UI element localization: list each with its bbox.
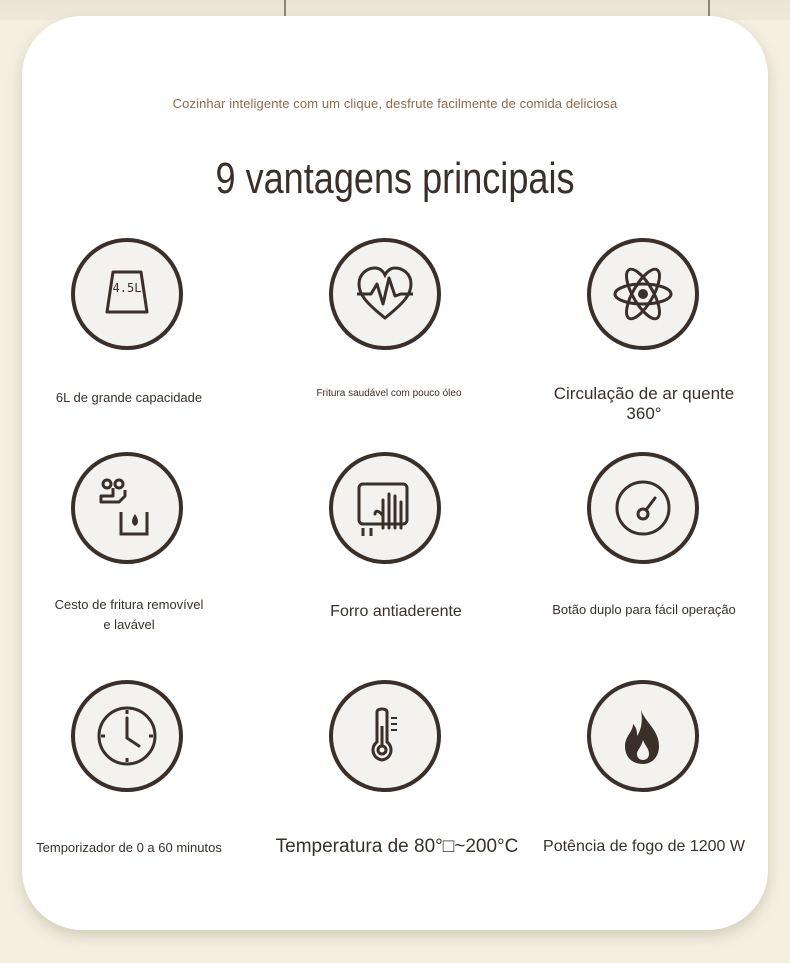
nonstick-hand-icon	[329, 452, 441, 564]
feature-label: Temporizador de 0 a 60 minutos	[36, 840, 222, 855]
feature-label: Circulação de ar quente 360°	[553, 384, 735, 423]
feature-label: Forro antiaderente	[330, 603, 462, 620]
feature-label-line: Cesto de fritura removível	[54, 597, 204, 612]
flame-icon	[587, 680, 699, 792]
feature-label: Fritura saudável com pouco óleo	[316, 388, 462, 399]
atom-icon	[587, 238, 699, 350]
feature-label-line: e lavável	[103, 617, 155, 632]
feature-label: Botão duplo para fácil operação	[552, 602, 736, 617]
heart-pulse-icon	[329, 238, 441, 350]
feature-label: 6L de grande capacidade	[55, 390, 203, 405]
knob-dial-icon	[587, 452, 699, 564]
clock-icon	[71, 680, 183, 792]
svg-text:4.5L: 4.5L	[112, 281, 142, 295]
page-title: 9 vantagens principais	[215, 154, 575, 203]
feature-label: Potência de fogo de 1200 W	[543, 838, 745, 855]
feature-label	[29, 595, 229, 635]
faucet-cup-icon	[71, 452, 183, 564]
thermometer-icon	[329, 680, 441, 792]
basket-capacity-icon	[71, 238, 183, 350]
feature-label: Temperatura de 80°□~200°C	[275, 836, 519, 857]
subtitle: Cozinhar inteligente com um clique, desfrute facilmente de comida deliciosa	[172, 96, 618, 111]
